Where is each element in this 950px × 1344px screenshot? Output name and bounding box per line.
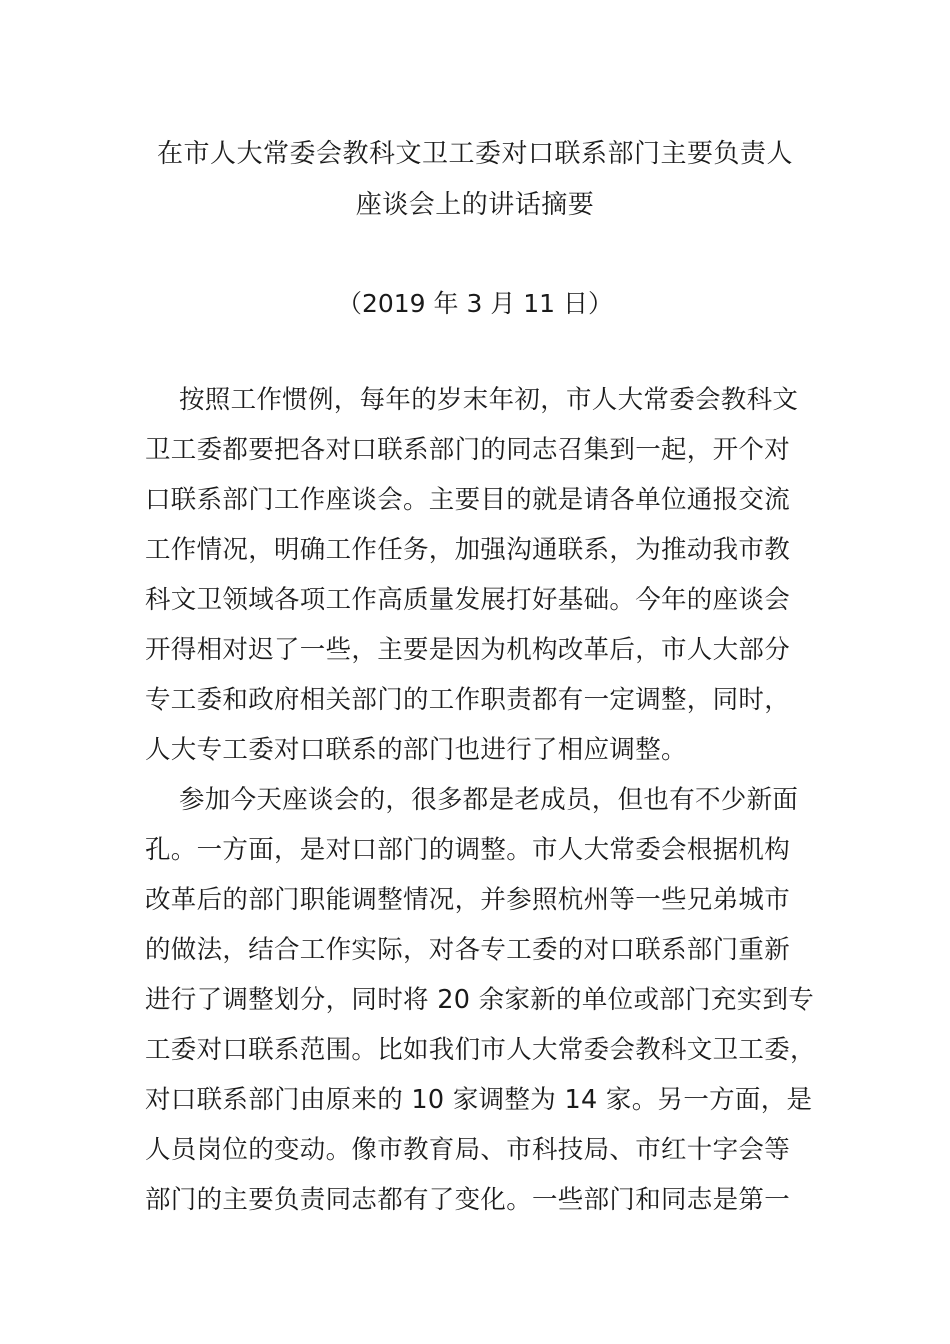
paragraph-line: 人大专工委对口联系的部门也进行了相应调整。 — [145, 735, 687, 765]
paragraph-line: 口联系部门工作座谈会。主要目的就是请各单位通报交流 — [145, 485, 791, 515]
paragraph-line: 的做法，结合工作实际，对各专工委的对口联系部门重新 — [145, 935, 791, 965]
document-title-line-2: 座谈会上的讲话摘要 — [355, 190, 595, 220]
paragraph-line: 参加今天座谈会的，很多都是老成员，但也有不少新面 — [179, 785, 799, 815]
paragraph-line: 工作情况，明确工作任务，加强沟通联系，为推动我市教 — [145, 535, 791, 565]
paragraph-line: 进行了调整划分，同时将 20 余家新的单位或部门充实到专 — [145, 985, 815, 1015]
paragraph-line: 部门的主要负责同志都有了变化。一些部门和同志是第一 — [145, 1185, 791, 1215]
paragraph-line: 按照工作惯例，每年的岁末年初，市人大常委会教科文 — [179, 385, 799, 415]
document-title-line-1: 在市人大常委会教科文卫工委对口联系部门主要负责人 — [156, 139, 793, 169]
paragraph-line: 科文卫领域各项工作高质量发展打好基础。今年的座谈会 — [145, 585, 791, 615]
paragraph-2 — [145, 784, 816, 1234]
document-body — [145, 384, 816, 1234]
paragraph-line: 人员岗位的变动。像市教育局、市科技局、市红十字会等 — [145, 1135, 791, 1165]
paragraph-line: 孔。一方面，是对口部门的调整。市人大常委会根据机构 — [145, 835, 791, 865]
document-date: （2019 年 3 月 11 日） — [336, 289, 614, 318]
paragraph-line: 对口联系部门由原来的 10 家调整为 14 家。另一方面，是 — [145, 1085, 813, 1115]
paragraph-line: 开得相对迟了一些，主要是因为机构改革后，市人大部分 — [145, 635, 791, 665]
paragraph-line: 卫工委都要把各对口联系部门的同志召集到一起，开个对 — [145, 435, 791, 465]
paragraph-line: 工委对口联系范围。比如我们市人大常委会教科文卫工委， — [145, 1035, 816, 1065]
paragraph-1 — [145, 384, 805, 784]
paragraph-line: 专工委和政府相关部门的工作职责都有一定调整，同时， — [145, 685, 791, 715]
paragraph-line: 改革后的部门职能调整情况，并参照杭州等一些兄弟城市 — [145, 885, 791, 915]
